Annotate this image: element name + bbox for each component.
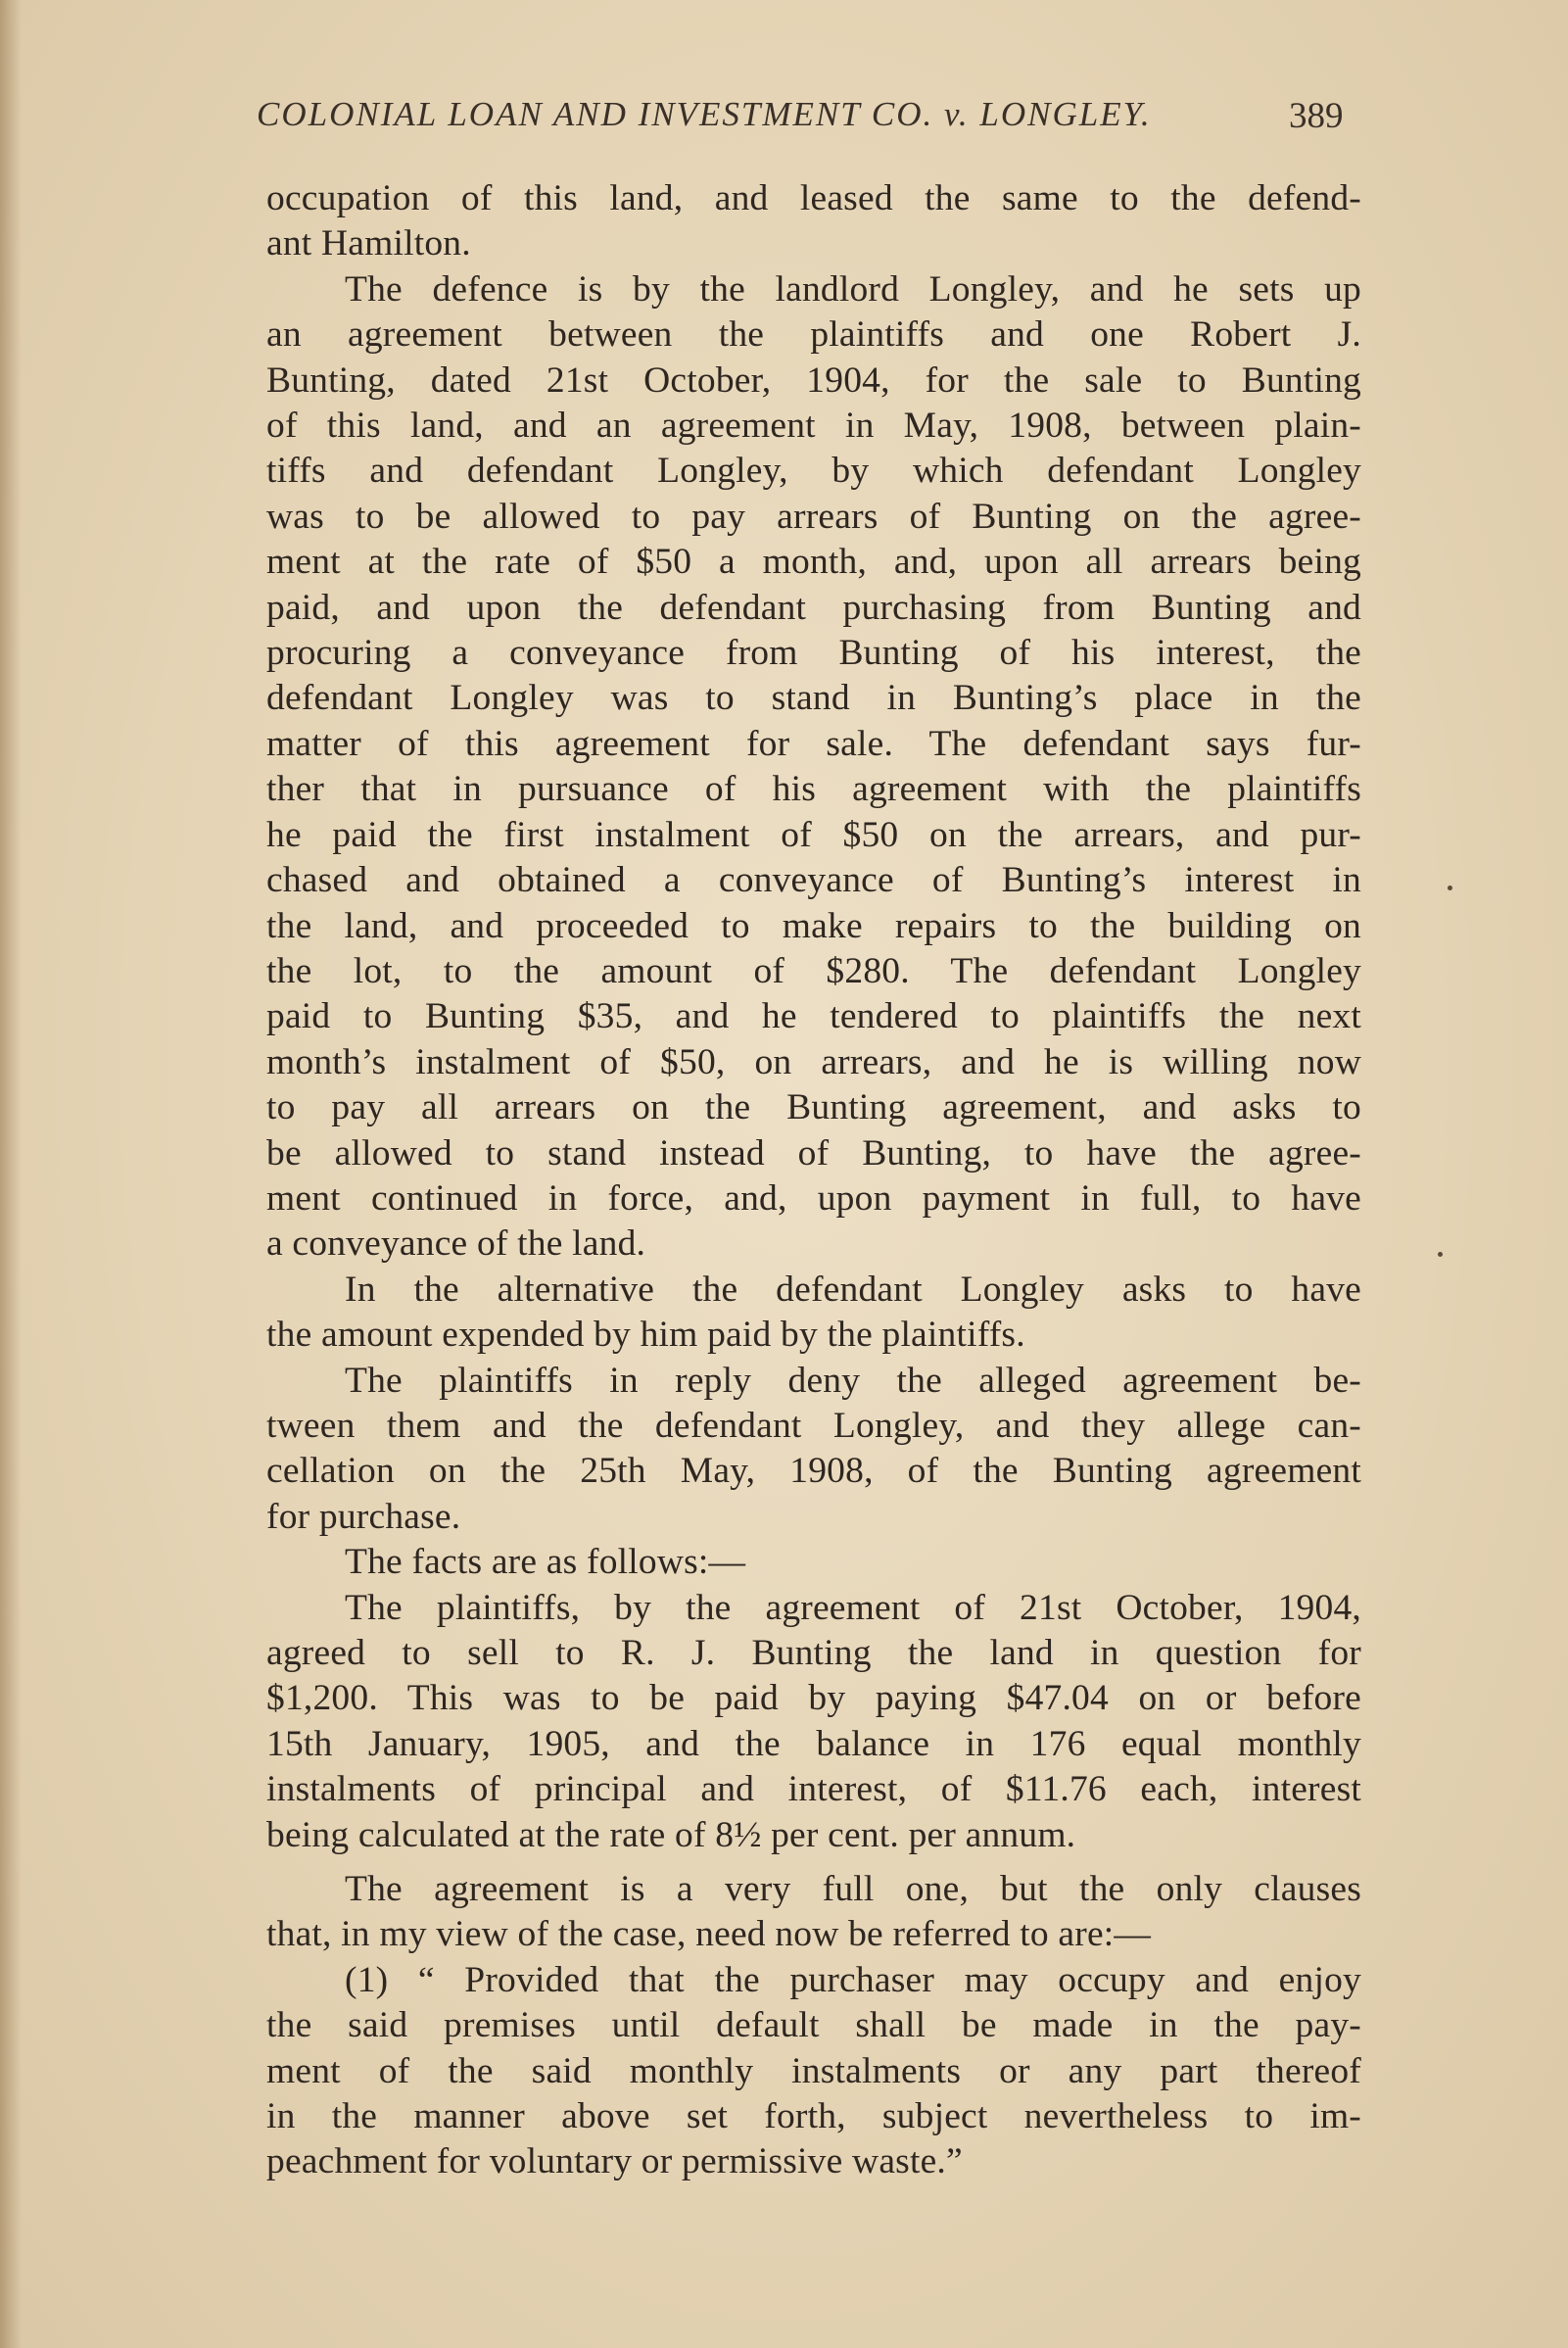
text-line: The defence is by the landlord Longley, and he sets up	[345, 268, 1361, 310]
paragraph	[266, 1586, 1361, 1858]
text-line: occupation of this land, and leased the same to the defend-	[266, 178, 1361, 218]
text-line: (1) “ Provided that the purchaser may occupy and enjoy	[345, 1959, 1361, 2000]
text-line: 15th January, 1905, and the balance in 176 equal monthly	[266, 1723, 1361, 1764]
text-line: matter of this agreement for sale. The defendant says fur-	[266, 723, 1361, 764]
paragraph	[266, 176, 1361, 267]
text-line: The plaintiffs in reply deny the alleged agreement be-	[345, 1360, 1361, 1401]
text-line: ment of the said monthly instalments or any part thereof	[266, 2050, 1361, 2091]
text-line: of this land, and an agreement in May, 1908, between plain-	[266, 406, 1361, 447]
paragraph	[266, 267, 1361, 1268]
text-line: the amount expended by him paid by the plaintiffs.	[266, 1315, 1025, 1356]
text-line: cellation on the 25th May, 1908, of the Bunting agreement	[266, 1451, 1361, 1492]
text-line: peachment for voluntary or permissive waste.”	[266, 2141, 963, 2182]
paragraph	[266, 1867, 1361, 1958]
text-line: a conveyance of the land.	[266, 1223, 646, 1265]
paragraph	[266, 1359, 1361, 1541]
text-line: The agreement is a very full one, but the only clauses	[345, 1869, 1361, 1910]
text-line: The plaintiffs, by the agreement of 21st October, 1904,	[345, 1587, 1361, 1628]
body-text	[266, 176, 1361, 2185]
text-line: ther that in pursuance of his agreement with the plaintiffs	[266, 769, 1361, 810]
text-line: ment continued in force, and, upon payment in full, to have	[266, 1177, 1361, 1219]
text-line: Bunting, dated 21st October, 1904, for the sale to Bunting	[266, 359, 1361, 401]
text-line: in the manner above set forth, subject nevertheless to im-	[266, 2096, 1361, 2137]
text-line: the said premises until default shall be made in the pay-	[266, 2005, 1361, 2046]
text-line: procuring a conveyance from Bunting of his interest, the	[266, 633, 1361, 674]
text-line: defendant Longley was to stand in Bunting’s place in the	[266, 678, 1361, 719]
text-line: tiffs and defendant Longley, by which defendant Longley	[266, 451, 1361, 492]
text-line: The facts are as follows:—	[345, 1542, 746, 1583]
paper-speck	[1448, 886, 1452, 890]
text-line: be allowed to stand instead of Bunting, to have the agree-	[266, 1132, 1361, 1174]
text-line: an agreement between the plaintiffs and one Robert J.	[266, 314, 1361, 356]
running-header: COLONIAL LOAN AND INVESTMENT CO. v. LONGLEY.	[257, 95, 1152, 133]
text-line: ment at the rate of $50 a month, and, upon all arrears being	[266, 542, 1361, 583]
paragraph	[266, 1268, 1361, 1359]
text-line: month’s instalment of $50, on arrears, and he is willing now	[266, 1041, 1361, 1082]
text-line: being calculated at the rate of 8½ per cent. per annum.	[266, 1814, 1076, 1855]
text-line: he paid the first instalment of $50 on the arrears, and pur-	[266, 814, 1361, 855]
text-line: $1,200. This was to be paid by paying $47.04 on or before	[266, 1678, 1361, 1719]
text-line: paid, and upon the defendant purchasing from Bunting and	[266, 587, 1361, 628]
text-line: the land, and proceeded to make repairs to the building on	[266, 905, 1361, 946]
text-line: ant Hamilton.	[266, 223, 471, 264]
text-line: that, in my view of the case, need now be referred to are:—	[266, 1914, 1152, 1955]
page-number: 389	[1289, 96, 1344, 136]
text-line: tween them and the defendant Longley, and they allege can-	[266, 1405, 1361, 1446]
text-line: chased and obtained a conveyance of Bunting’s interest in	[266, 860, 1361, 901]
paper-speck	[1438, 1252, 1443, 1257]
text-line: to pay all arrears on the Bunting agreement, and asks to	[266, 1087, 1361, 1128]
text-line: In the alternative the defendant Longley asks to have	[345, 1269, 1361, 1310]
paragraph	[266, 1540, 1361, 1585]
text-line: the lot, to the amount of $280. The defendant Longley	[266, 950, 1361, 991]
page-edge-shadow	[0, 0, 22, 2348]
text-line: instalments of principal and interest, of $11.76 each, interest	[266, 1769, 1361, 1810]
paragraph	[266, 1958, 1361, 2185]
text-line: paid to Bunting $35, and he tendered to plaintiffs the next	[266, 996, 1361, 1037]
text-line: was to be allowed to pay arrears of Bunting on the agree-	[266, 496, 1361, 537]
text-line: for purchase.	[266, 1496, 461, 1537]
text-line: agreed to sell to R. J. Bunting the land in question for	[266, 1633, 1361, 1673]
